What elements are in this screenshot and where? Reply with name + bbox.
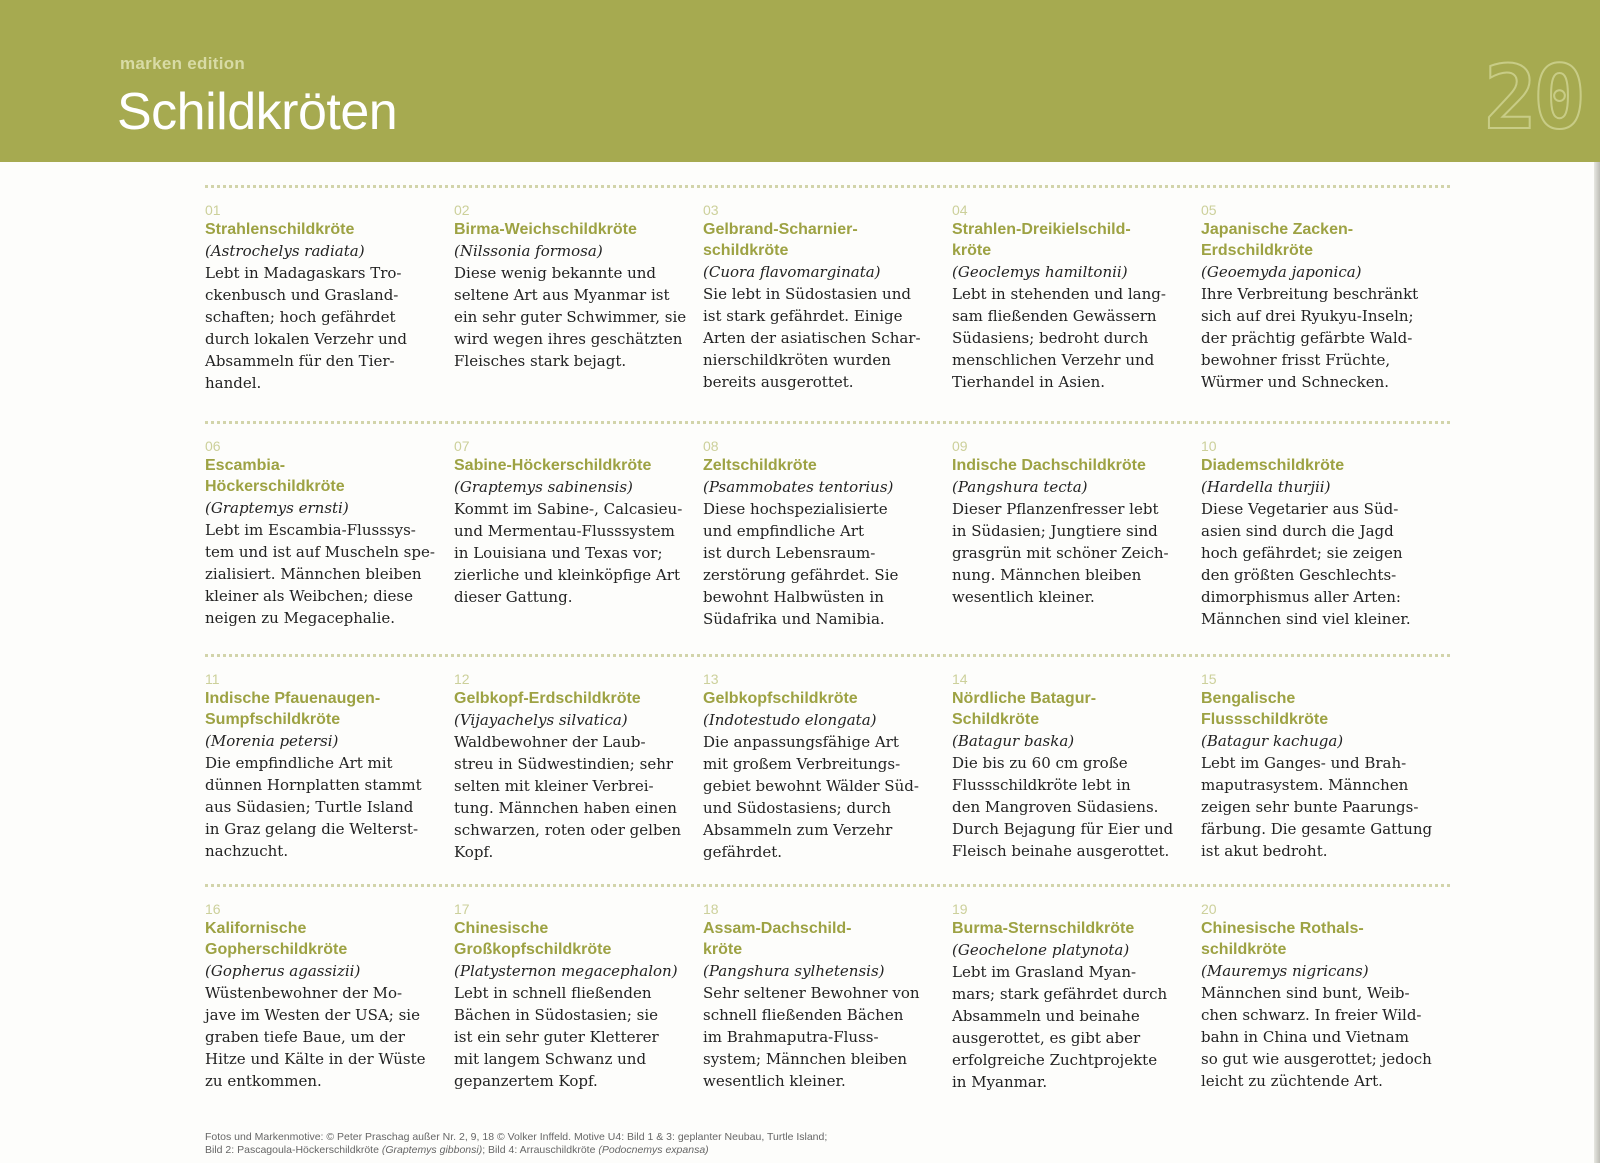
entry-name: Birma-Weichschildkröte [454, 221, 637, 238]
grid-row [205, 185, 1450, 421]
species-entry [703, 901, 952, 1093]
entry-description: Kommt im Sabine-, Calcasieu- und Mermentau-Flusssystem in Louisiana und Texas vor; zierliche und kleinköpfige Art dieser Gattung. [454, 500, 683, 606]
entry-name: Burma-Sternschildkröte [952, 920, 1135, 937]
species-entry [703, 202, 952, 394]
species-entry [952, 438, 1201, 630]
entry-name: Indische Dachschildkröte [952, 457, 1146, 474]
entry-name: Chinesische Großkopfschildkröte [454, 920, 612, 958]
dotted-divider [205, 884, 1450, 887]
species-grid [205, 185, 1450, 1104]
species-entry [454, 202, 703, 394]
entry-description: Die anpassungsfähige Art mit großem Verbreitungs- gebiet bewohnt Wälder Süd- und Südostasiens; durch Absammeln zum Verzehr gefährdet. [703, 733, 919, 861]
species-entry [1201, 671, 1450, 863]
page-title: Schildkröten [117, 83, 398, 141]
entry-description: Waldbewohner der Laub- streu in Südwestindien; sehr selten mit kleiner Verbrei- tung. Männchen haben einen schwarzen, roten oder gelben Kopf. [454, 733, 682, 861]
entry-description: Sehr seltener Bewohner von schnell fließenden Bächen im Brahmaputra-Fluss- system; Männchen bleiben wesentlich kleiner. [703, 984, 920, 1090]
entry-description: Diese hochspezialisierte und empfindliche Art ist durch Lebensraum- zerstörung gefährdet. Sie bewohnt Halbwüsten in Südafrika und Namibia. [703, 500, 899, 628]
entry-description: Lebt in Madagaskars Tro- ckenbusch und Grasland- schaften; hoch gefährdet durch lokalen Verzehr und Absammeln für den Tier- handel. [205, 264, 408, 392]
species-entry [205, 671, 454, 863]
entry-number: 09 [952, 438, 968, 454]
species-entry [1201, 438, 1450, 630]
species-entry [952, 901, 1201, 1093]
header-band [0, 0, 1600, 162]
species-entry [205, 202, 454, 394]
entry-name: Strahlenschildkröte [205, 221, 355, 238]
species-entry [703, 671, 952, 863]
species-entry [952, 202, 1201, 394]
species-entry [454, 438, 703, 630]
page-edge-shadow [1594, 162, 1600, 1163]
entry-number: 02 [454, 202, 470, 218]
species-entry [454, 671, 703, 863]
grid-row [205, 654, 1450, 884]
entry-description: Die bis zu 60 cm große Flussschildkröte lebt in den Mangroven Südasiens. Durch Bejagung für Eier und Fleisch beinahe ausgerottet. [952, 754, 1174, 860]
species-entry [454, 901, 703, 1093]
entry-latin-name: (Nilssonia formosa) [454, 242, 603, 260]
dotted-divider [205, 421, 1450, 424]
entry-number: 20 [1201, 901, 1217, 917]
entry-latin-name: (Platysternon megacephalon) [454, 962, 678, 980]
entry-latin-name: (Pangshura sylhetensis) [703, 962, 885, 980]
entry-description: Wüstenbewohner der Mo- jave im Westen der USA; sie graben tiefe Baue, um der Hitze und Kälte in der Wüste zu entkommen. [205, 984, 426, 1090]
entry-name: Strahlen-Dreikielschild- kröte [952, 221, 1131, 259]
entry-number: 18 [703, 901, 719, 917]
species-entry [205, 901, 454, 1093]
entry-number: 15 [1201, 671, 1217, 687]
dotted-divider [205, 654, 1450, 657]
entry-latin-name: (Batagur kachuga) [1201, 732, 1344, 750]
species-entry [952, 671, 1201, 863]
credits-line-2: Bild 2: Pascagoula-Höckerschildkröte (Graptemys gibbonsi); Bild 4: Arrauschildkröte (Podocnemys expansa) [205, 1144, 709, 1156]
entry-latin-name: (Geoemyda japonica) [1201, 263, 1362, 281]
entry-description: Dieser Pflanzenfresser lebt in Südasien; Jungtiere sind grasgrün mit schöner Zeich- nung. Männchen bleiben wesentlich kleiner. [952, 500, 1169, 606]
entry-number: 05 [1201, 202, 1217, 218]
edition-label: marken edition [120, 54, 246, 73]
entry-name: Sabine-Höckerschildkröte [454, 457, 652, 474]
entry-latin-name: (Hardella thurjii) [1201, 478, 1331, 496]
entry-description: Lebt im Escambia-Flusssys- tem und ist auf Muscheln spe- zialisiert. Männchen bleiben kleiner als Weibchen; diese neigen zu Megacephalie. [205, 521, 435, 627]
entry-number: 16 [205, 901, 221, 917]
species-entry [1201, 202, 1450, 394]
entry-latin-name: (Astrochelys radiata) [205, 242, 365, 260]
photo-credits [205, 1131, 827, 1157]
entry-number: 10 [1201, 438, 1217, 454]
entry-latin-name: (Morenia petersi) [205, 732, 339, 750]
entry-name: Zeltschildkröte [703, 457, 817, 474]
entry-number: 03 [703, 202, 719, 218]
species-entry [205, 438, 454, 630]
issue-number: 20 [1484, 46, 1582, 149]
entry-name: Assam-Dachschild- kröte [703, 920, 852, 958]
entry-name: Bengalische Flussschildkröte [1201, 690, 1329, 728]
entry-description: Diese Vegetarier aus Süd- asien sind durch die Jagd hoch gefährdet; sie zeigen den größten Geschlechts- dimorphismus aller Arten: Männchen sind viel kleiner. [1201, 500, 1411, 628]
entry-description: Männchen sind bunt, Weib- chen schwarz. In freier Wild- bahn in China und Vietnam so gut wie ausgerottet; jedoch leicht zu züchtende Art. [1201, 984, 1432, 1090]
entry-number: 11 [205, 671, 220, 687]
species-entry [1201, 901, 1450, 1093]
dotted-divider [205, 185, 1450, 188]
entry-description: Lebt in stehenden und lang- sam fließenden Gewässern Südasiens; bedroht durch menschlichen Verzehr und Tierhandel in Asien. [952, 285, 1166, 391]
entry-latin-name: (Gopherus agassizii) [205, 962, 361, 980]
credits-line-1: Fotos und Markenmotive: © Peter Praschag außer Nr. 2, 9, 18 © Volker Inffeld. Motive U4: Bild 1 & 3: geplanter Neubau, Turtle Island; [205, 1131, 828, 1143]
entry-number: 13 [703, 671, 719, 687]
grid-row [205, 884, 1450, 1104]
grid-row [205, 421, 1450, 654]
entry-name: Diademschildkröte [1201, 457, 1345, 474]
entry-latin-name: (Pangshura tecta) [952, 478, 1088, 496]
entry-number: 07 [454, 438, 470, 454]
entry-latin-name: (Vijayachelys silvatica) [454, 711, 628, 729]
entry-latin-name: (Batagur baska) [952, 732, 1075, 750]
entry-number: 19 [952, 901, 968, 917]
entry-name: Japanische Zacken- Erdschildkröte [1201, 221, 1354, 259]
entry-latin-name: (Graptemys ernsti) [205, 499, 349, 517]
entry-latin-name: (Mauremys nigricans) [1201, 962, 1369, 980]
entry-number: 08 [703, 438, 719, 454]
entry-latin-name: (Indotestudo elongata) [703, 711, 877, 729]
entry-description: Ihre Verbreitung beschränkt sich auf drei Ryukyu-Inseln; der prächtig gefärbte Wald- bewohner frisst Früchte, Würmer und Schnecken. [1201, 285, 1419, 391]
entry-name: Indische Pfauenaugen- Sumpfschildkröte [205, 690, 381, 728]
entry-number: 04 [952, 202, 968, 218]
entry-latin-name: (Cuora flavomarginata) [703, 263, 881, 281]
entry-latin-name: (Graptemys sabinensis) [454, 478, 633, 496]
species-entry [703, 438, 952, 630]
entry-name: Kalifornische Gopherschildkröte [205, 920, 348, 958]
entry-description: Die empfindliche Art mit dünnen Hornplatten stammt aus Südasien; Turtle Island in Graz gelang die Welterst- nachzucht. [205, 754, 422, 860]
entry-number: 12 [454, 671, 470, 687]
entry-description: Diese wenig bekannte und seltene Art aus Myanmar ist ein sehr guter Schwimmer, sie wird wegen ihres geschätzten Fleisches stark bejagt. [454, 264, 687, 370]
entry-name: Escambia- Höckerschildkröte [205, 457, 345, 495]
entry-latin-name: (Psammobates tentorius) [703, 478, 894, 496]
entry-name: Nördliche Batagur- Schildkröte [952, 690, 1097, 728]
entry-number: 17 [454, 901, 470, 917]
entry-description: Lebt im Grasland Myan- mars; stark gefährdet durch Absammeln und beinahe ausgerottet, es gibt aber erfolgreiche Zuchtprojekte in Myanmar. [952, 963, 1168, 1091]
entry-description: Sie lebt in Südostasien und ist stark gefährdet. Einige Arten der asiatischen Schar- nierschildkröten wurden bereits ausgerottet. [703, 285, 921, 391]
entry-number: 01 [205, 202, 221, 218]
entry-description: Lebt in schnell fließenden Bächen in Südostasien; sie ist ein sehr guter Kletterer mit langem Schwanz und gepanzertem Kopf. [454, 984, 659, 1090]
entry-name: Chinesische Rothals- schildkröte [1201, 920, 1364, 958]
entry-number: 06 [205, 438, 221, 454]
entry-name: Gelbkopf-Erdschildkröte [454, 690, 641, 707]
entry-latin-name: (Geochelone platynota) [952, 941, 1130, 959]
entry-name: Gelbkopfschildkröte [703, 690, 858, 707]
entry-description: Lebt im Ganges- und Brah- maputrasystem. Männchen zeigen sehr bunte Paarungs- färbung. Die gesamte Gattung ist akut bedroht. [1201, 754, 1433, 860]
entry-name: Gelbrand-Scharnier- schildkröte [703, 221, 858, 259]
entry-latin-name: (Geoclemys hamiltonii) [952, 263, 1128, 281]
entry-number: 14 [952, 671, 968, 687]
